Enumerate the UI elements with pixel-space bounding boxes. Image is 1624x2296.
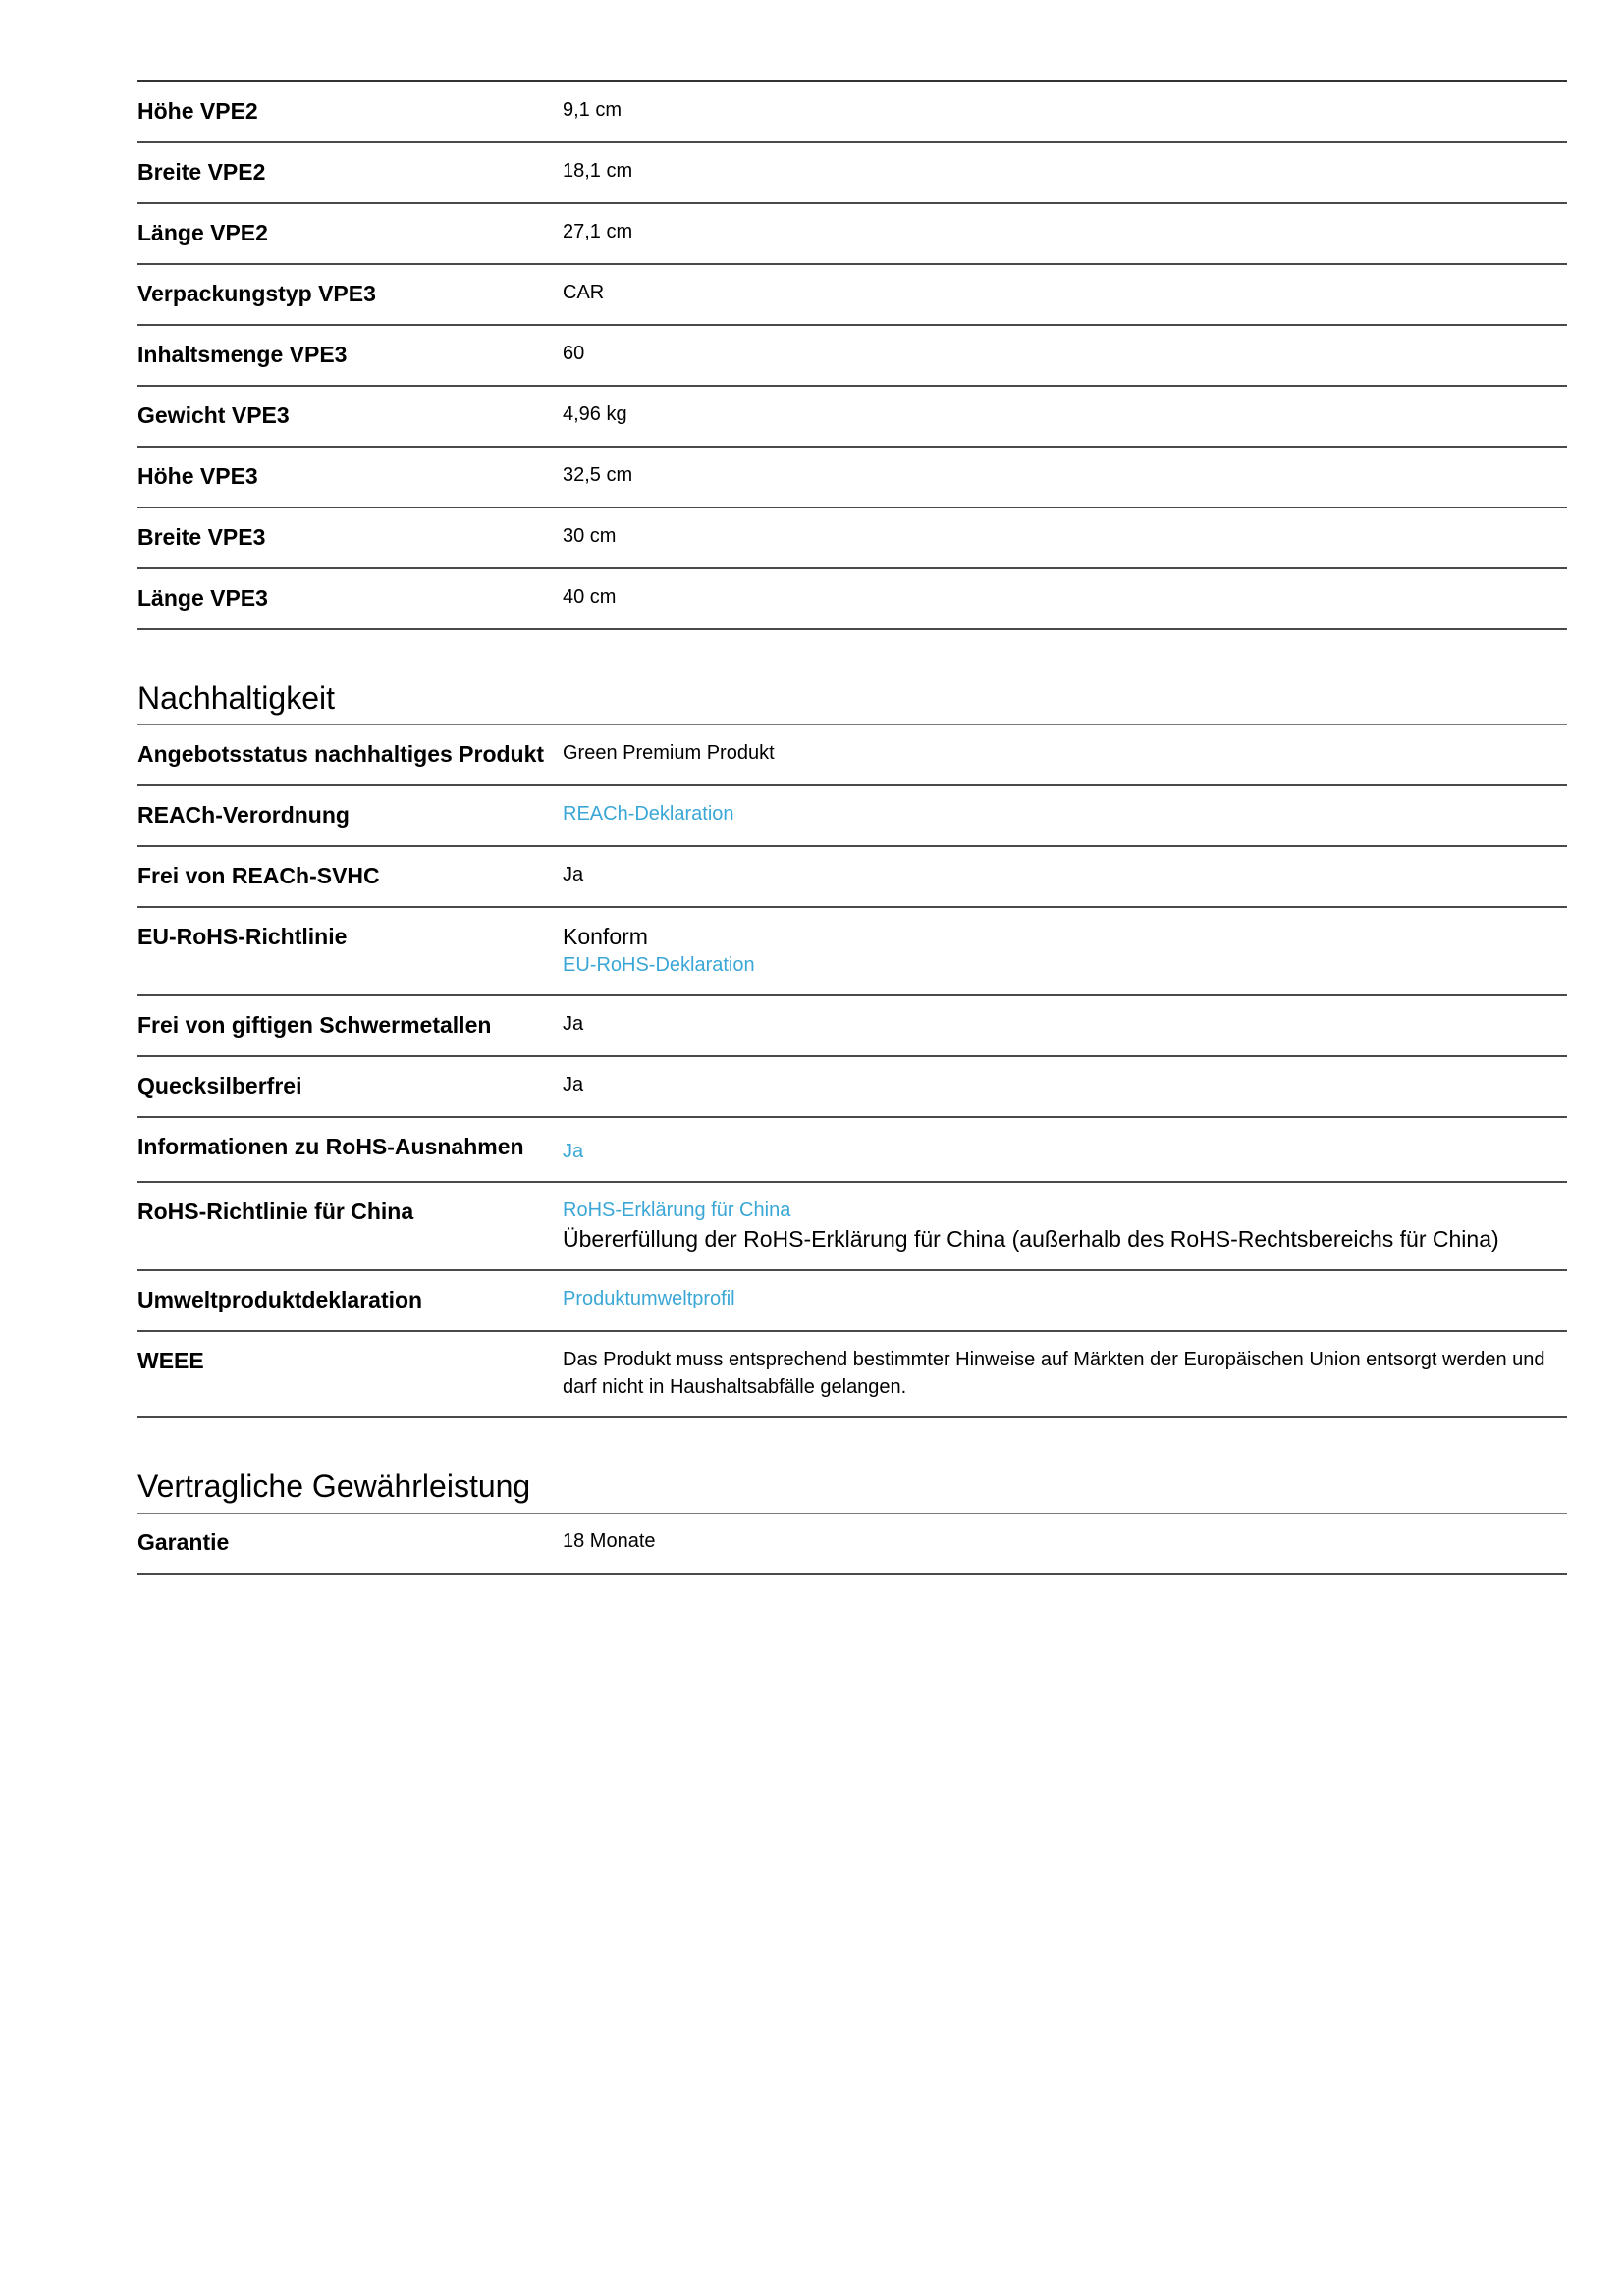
spec-value: 27,1 cm xyxy=(563,203,1567,264)
table-row xyxy=(137,725,1567,785)
table-row xyxy=(137,507,1567,568)
spec-value: Ja xyxy=(563,846,1567,907)
table-row xyxy=(137,325,1567,386)
spec-label: Quecksilberfrei xyxy=(137,1056,563,1117)
table-row xyxy=(137,995,1567,1056)
spec-value: 4,96 kg xyxy=(563,386,1567,447)
spec-value-cell xyxy=(563,1182,1567,1270)
spec-value: 40 cm xyxy=(563,568,1567,629)
spec-value: 32,5 cm xyxy=(563,447,1567,507)
table-row xyxy=(137,386,1567,447)
spec-value: 18,1 cm xyxy=(563,142,1567,203)
spec-value-cell xyxy=(563,907,1567,995)
table-row xyxy=(137,568,1567,629)
table-row xyxy=(137,1270,1567,1331)
section-title-sustainability: Nachhaltigkeit xyxy=(137,679,1567,725)
spec-label: WEEE xyxy=(137,1331,563,1417)
spec-value-cell xyxy=(563,1117,1567,1182)
table-row xyxy=(137,1514,1567,1574)
spec-label: Verpackungstyp VPE3 xyxy=(137,264,563,325)
reach-declaration-link[interactable]: REACh-Deklaration xyxy=(563,803,734,825)
spec-label: Angebotsstatus nachhaltiges Produkt xyxy=(137,725,563,785)
spec-label: Höhe VPE2 xyxy=(137,81,563,142)
china-rohs-declaration-link[interactable]: RoHS-Erklärung für China xyxy=(563,1200,791,1221)
spec-label: Breite VPE2 xyxy=(137,142,563,203)
spec-value: Ja xyxy=(563,1056,1567,1117)
spec-value: 60 xyxy=(563,325,1567,386)
spec-label: Länge VPE3 xyxy=(137,568,563,629)
spec-label: Garantie xyxy=(137,1514,563,1574)
table-row xyxy=(137,907,1567,995)
spec-label: EU-RoHS-Richtlinie xyxy=(137,907,563,995)
table-row xyxy=(137,81,1567,142)
spec-label: REACh-Verordnung xyxy=(137,785,563,846)
warranty-table xyxy=(137,1514,1567,1575)
spec-value-cell xyxy=(563,1270,1567,1331)
table-row xyxy=(137,846,1567,907)
spec-label: Länge VPE2 xyxy=(137,203,563,264)
table-row xyxy=(137,1056,1567,1117)
rohs-exemptions-link[interactable]: Ja xyxy=(563,1141,584,1162)
spec-label: Umweltproduktdeklaration xyxy=(137,1270,563,1331)
spec-value: Übererfüllung der RoHS-Erklärung für China (außerhalb des RoHS-Rechtsbereichs für China) xyxy=(563,1226,1499,1252)
packaging-table xyxy=(137,80,1567,630)
spec-label: RoHS-Richtlinie für China xyxy=(137,1182,563,1270)
spec-label: Höhe VPE3 xyxy=(137,447,563,507)
spec-value: Green Premium Produkt xyxy=(563,725,1567,785)
table-row xyxy=(137,785,1567,846)
eu-rohs-declaration-link[interactable]: EU-RoHS-Deklaration xyxy=(563,954,755,976)
spec-label: Gewicht VPE3 xyxy=(137,386,563,447)
spec-value: 30 cm xyxy=(563,507,1567,568)
spec-label: Frei von REACh-SVHC xyxy=(137,846,563,907)
table-row xyxy=(137,264,1567,325)
spec-value: 18 Monate xyxy=(563,1514,1567,1574)
sustainability-table xyxy=(137,725,1567,1418)
spec-label: Inhaltsmenge VPE3 xyxy=(137,325,563,386)
spec-label: Informationen zu RoHS-Ausnahmen xyxy=(137,1117,563,1182)
product-environmental-profile-link[interactable]: Produktumweltprofil xyxy=(563,1288,735,1309)
table-row xyxy=(137,142,1567,203)
spec-value: Das Produkt muss entsprechend bestimmter Hinweise auf Märkten der Europäischen Union entsorgt werden und darf nicht in Haushaltsabfälle gelangen. xyxy=(563,1331,1567,1417)
spec-value: CAR xyxy=(563,264,1567,325)
table-row xyxy=(137,1182,1567,1270)
spec-label: Breite VPE3 xyxy=(137,507,563,568)
spec-value: Konform xyxy=(563,924,648,949)
table-row xyxy=(137,1331,1567,1417)
spec-value-cell xyxy=(563,785,1567,846)
section-title-warranty: Vertragliche Gewährleistung xyxy=(137,1468,1567,1514)
table-row xyxy=(137,203,1567,264)
table-row xyxy=(137,447,1567,507)
datasheet-page xyxy=(137,80,1567,1575)
spec-value: Ja xyxy=(563,995,1567,1056)
spec-value: 9,1 cm xyxy=(563,81,1567,142)
spec-label: Frei von giftigen Schwermetallen xyxy=(137,995,563,1056)
table-row xyxy=(137,1117,1567,1182)
